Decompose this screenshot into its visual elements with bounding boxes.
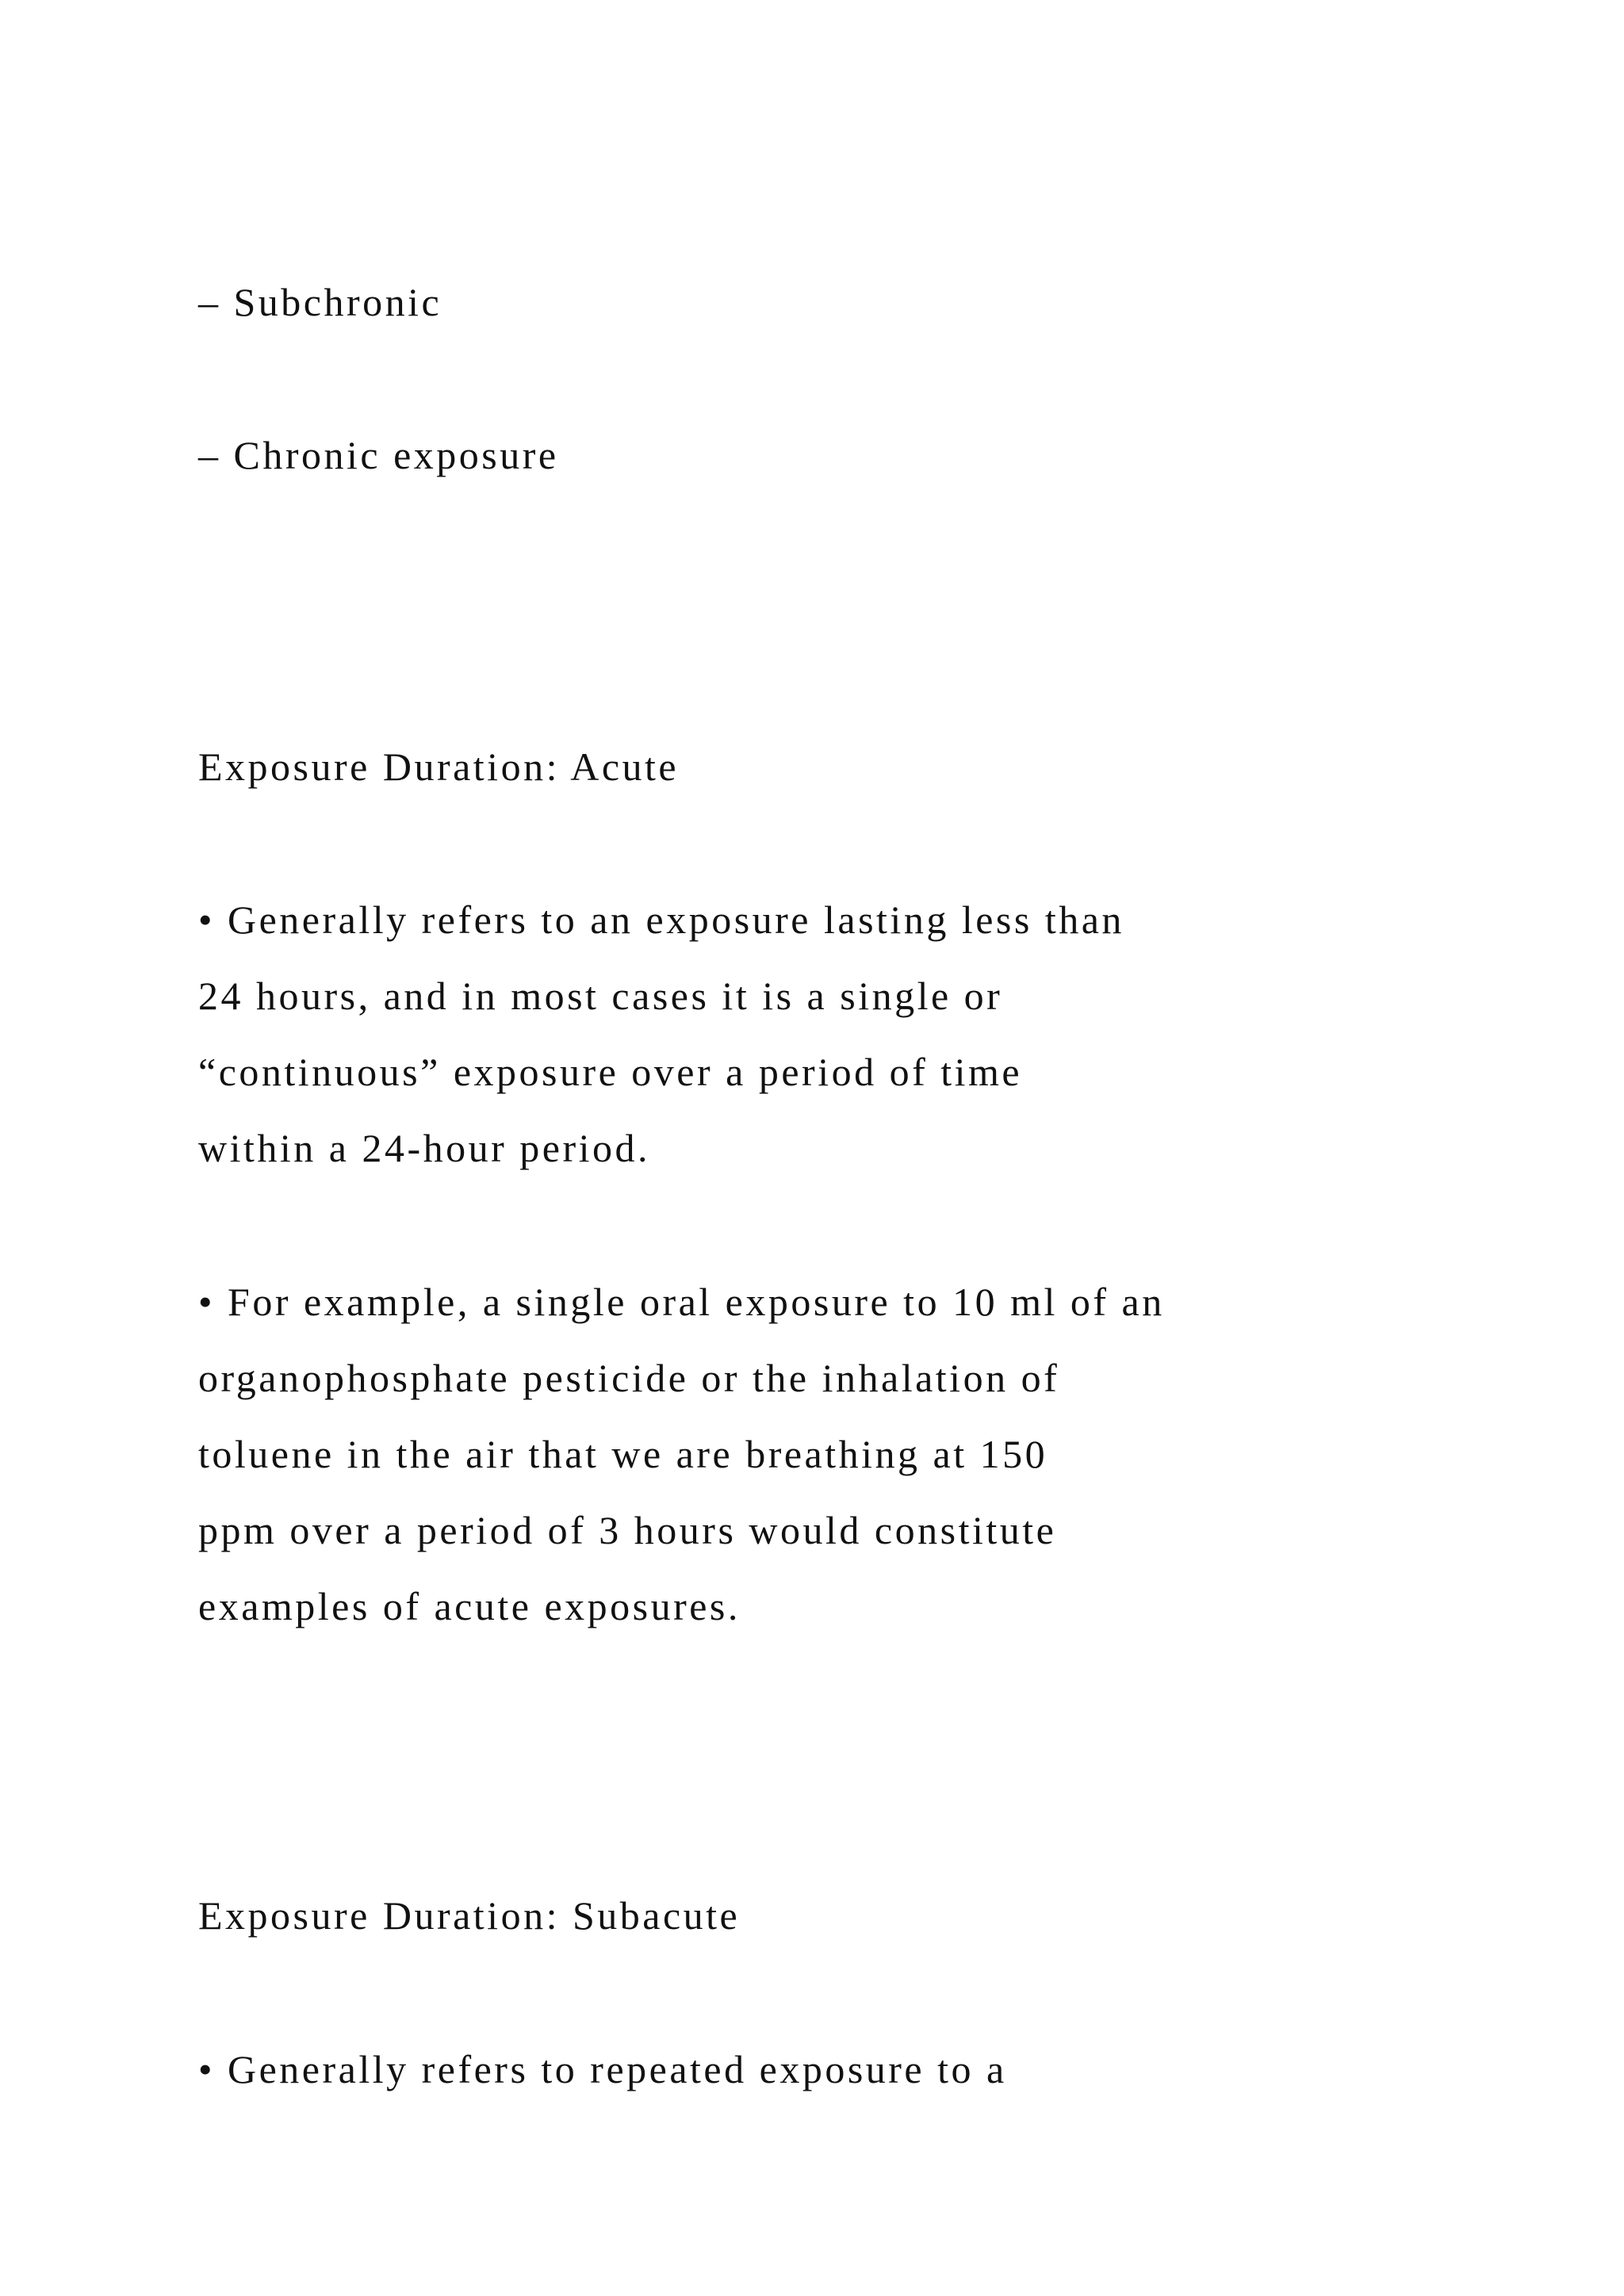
- acute-example-line-5: examples of acute exposures.: [198, 1584, 741, 1628]
- acute-definition-line-4: within a 24-hour period.: [198, 1126, 651, 1170]
- section-heading-acute: Exposure Duration: Acute: [198, 744, 680, 789]
- list-item-subchronic: – Subchronic: [198, 280, 442, 324]
- acute-example-line-2: organophosphate pesticide or the inhalation of: [198, 1356, 1060, 1400]
- list-item-chronic-exposure: – Chronic exposure: [198, 433, 559, 477]
- acute-example-line-3: toluene in the air that we are breathing at 150: [198, 1432, 1048, 1476]
- acute-example-line-4: ppm over a period of 3 hours would constitute: [198, 1508, 1057, 1552]
- subacute-definition-line-1: • Generally refers to repeated exposure to a: [198, 2047, 1007, 2091]
- acute-definition-line-1: • Generally refers to an exposure lasting less than: [198, 897, 1124, 942]
- section-heading-subacute: Exposure Duration: Subacute: [198, 1893, 741, 1938]
- acute-definition-line-3: “continuous” exposure over a period of time: [198, 1050, 1023, 1094]
- acute-example-line-1: • For example, a single oral exposure to 10 ml of an: [198, 1280, 1165, 1324]
- acute-definition-line-2: 24 hours, and in most cases it is a single or: [198, 974, 1003, 1018]
